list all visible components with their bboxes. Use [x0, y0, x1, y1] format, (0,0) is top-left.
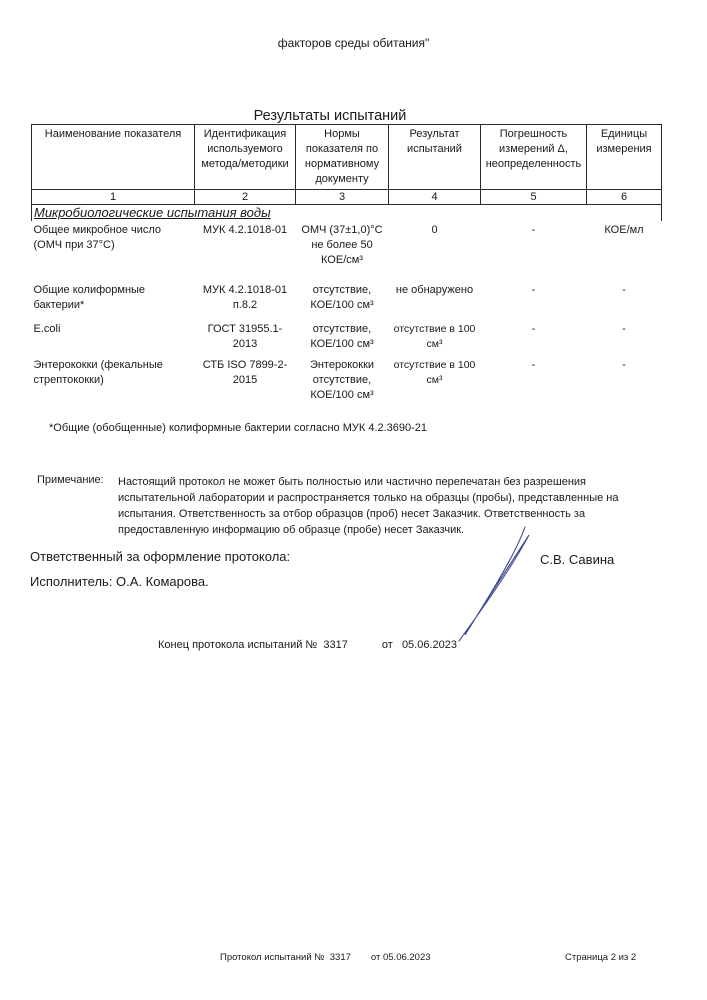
- indicator-name: E.coli: [33, 323, 61, 335]
- result: 0: [431, 224, 438, 236]
- footer-prefix: Протокол испытаний №: [220, 952, 325, 963]
- column-header-result: Результат испытаний: [389, 125, 481, 190]
- error: -: [531, 284, 536, 296]
- table-row: [32, 281, 662, 320]
- executor-line: Исполнитель: О.А. Комарова.: [30, 574, 209, 589]
- column-header-unit: Единицы измерения: [587, 125, 662, 190]
- end-date: 05.06.2023: [401, 639, 457, 651]
- method: МУК 4.2.1018-01 п.8.2: [202, 284, 288, 311]
- error: -: [531, 359, 536, 371]
- section-title: Результаты испытаний: [253, 108, 407, 124]
- result: не обнаружено: [395, 284, 474, 296]
- column-header-norm: Нормы показателя по нормативному документу: [296, 125, 389, 190]
- indicator-name: Общие колиформные бактерии*: [33, 284, 146, 311]
- end-prefix: Конец протокола испытаний №: [158, 639, 318, 651]
- table-header-row: [32, 125, 662, 190]
- method: ГОСТ 31955.1-2013: [207, 323, 283, 350]
- result: отсутствие в 100 см³: [393, 323, 476, 350]
- signature-image: [445, 525, 535, 645]
- norm: отсутствие, КОЕ/100 см³: [310, 284, 374, 311]
- column-number: 4: [389, 190, 481, 205]
- end-date-prefix: от: [381, 639, 393, 651]
- footer-protocol: [220, 952, 431, 963]
- unit: -: [622, 323, 626, 335]
- norm: ОМЧ (37±1,0)°С не более 50 КОЕ/см³: [301, 224, 383, 266]
- norm: отсутствие, КОЕ/100 см³: [310, 323, 374, 350]
- column-header-error: Погрешность измерений Δ, неопределенность: [481, 125, 587, 190]
- end-of-protocol-line: [158, 639, 457, 651]
- method: МУК 4.2.1018-01: [202, 224, 288, 236]
- indicator-name: Общее микробное число (ОМЧ при 37°С): [33, 224, 162, 251]
- norm: Энтерококки отсутствие, КОЕ/100 см³: [309, 359, 375, 401]
- table-row: [32, 320, 662, 356]
- method: СТБ ISO 7899-2-2015: [202, 359, 288, 386]
- responsible-name: С.В. Савина: [540, 552, 615, 567]
- footnote: *Общие (обобщенные) колиформные бактерии согласно МУК 4.2.3690-21: [49, 422, 428, 434]
- unit: -: [622, 359, 626, 371]
- footer-number: 3317: [329, 952, 351, 963]
- column-number: 6: [587, 190, 662, 205]
- column-header-name: Наименование показателя: [32, 125, 195, 190]
- footer-date-prefix: от: [370, 952, 381, 963]
- footer-page-number: Страница 2 из 2: [565, 952, 637, 963]
- column-number: 5: [481, 190, 587, 205]
- indicator-name: Энтерококки (фекальные стрептококки): [33, 359, 163, 386]
- header-title-fragment: факторов среды обитания": [277, 36, 430, 50]
- note-text: Настоящий протокол не может быть полностью или частично перепечатан без разрешения испытательной лаборатории и распространяется только на образцы (пробы), представленные на испытания. Ответственность за отбор образцов (проб) несет Заказчик. Ответственность за предоставленную информацию об образце (пробе) несет Заказчик.: [118, 476, 619, 536]
- column-header-method: Идентификация используемого метода/методики: [195, 125, 296, 190]
- responsible-label: Ответственный за оформление протокола:: [30, 549, 291, 564]
- group-row: [32, 205, 662, 222]
- end-number: 3317: [323, 639, 348, 651]
- error: -: [531, 224, 536, 236]
- unit: -: [622, 284, 626, 296]
- group-title: Микробиологические испытания воды: [32, 205, 662, 222]
- column-number: 2: [195, 190, 296, 205]
- unit: КОЕ/мл: [604, 224, 644, 236]
- error: -: [531, 323, 536, 335]
- column-number-row: [32, 190, 662, 205]
- table-row: [32, 356, 662, 408]
- results-table: [31, 124, 662, 408]
- result: отсутствие в 100 см³: [393, 359, 476, 386]
- column-number: 1: [32, 190, 195, 205]
- table-row: [32, 221, 662, 281]
- column-number: 3: [296, 190, 389, 205]
- footer-date: 05.06.2023: [382, 952, 431, 963]
- note-label: Примечание:: [37, 474, 104, 486]
